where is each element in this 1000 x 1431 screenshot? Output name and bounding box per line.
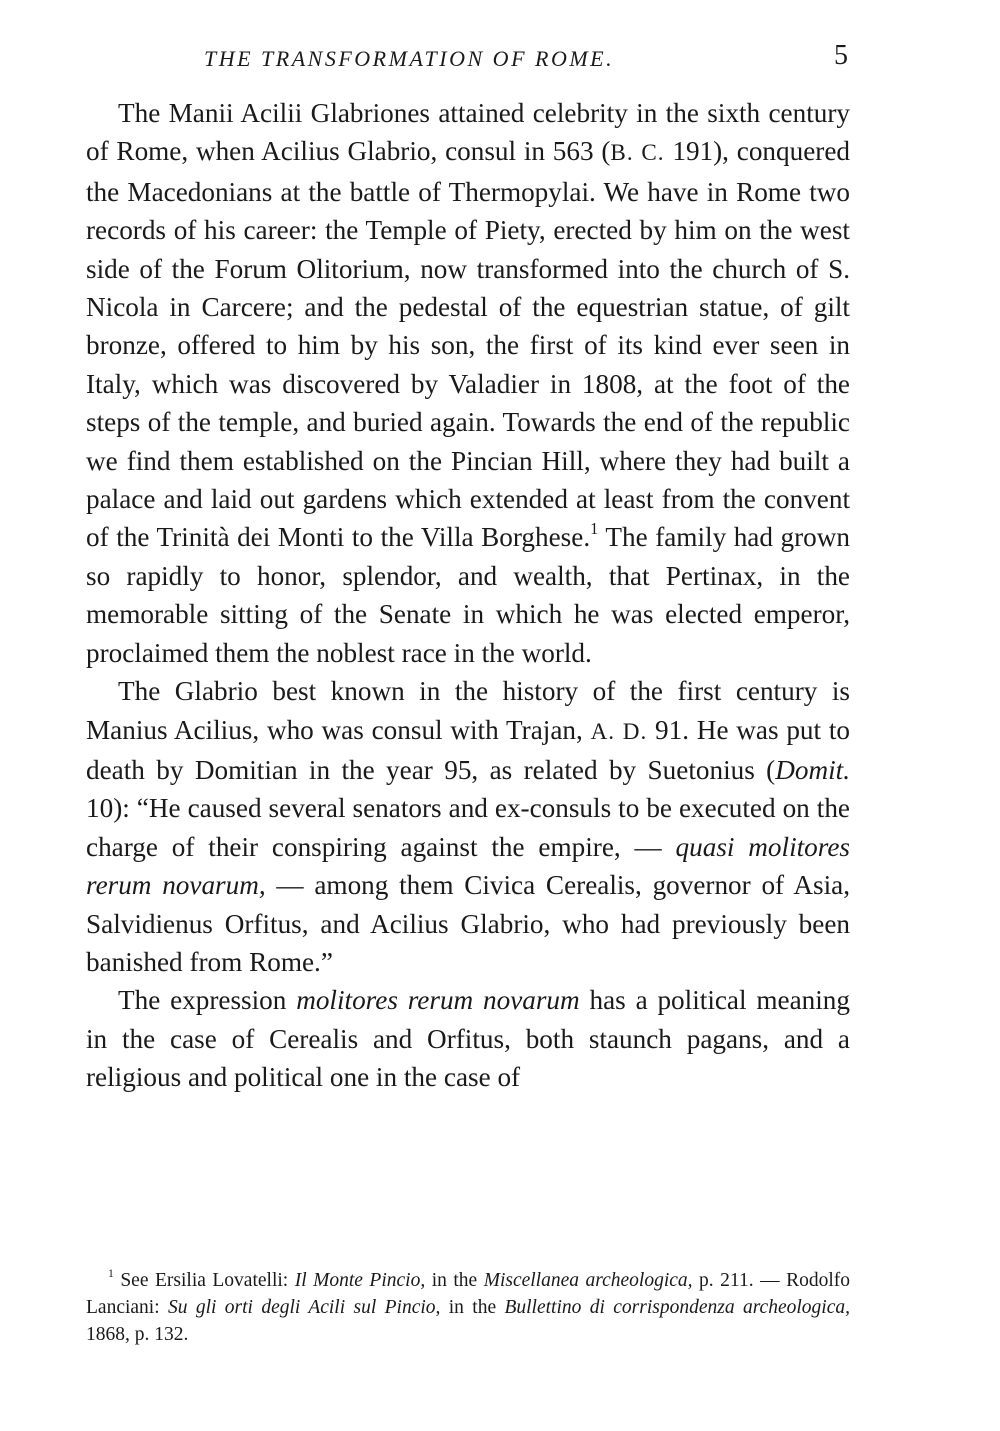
paragraph-1: The Manii Acilii Glabriones attained celebrity in the sixth century of Rome, when Acilius Glabrio, consul in 563 (B. C. 191), conquered the Macedonians at the battle of Thermopylai. We have in Rome two records of his career: the Temple of Piety, erected by him on the west side of the Forum Olitorium, now transformed into the church of S. Nicola in Carcere; and the pedestal of the equestrian statue, of gilt bronze, offered to him by his son, the first of its kind ever seen in Italy, which was discovered by Valadier in 1808, at the foot of the steps of the temple, and buried again. Towards the end of the republic we find them established on the Pincian Hill, where they had built a palace and laid out gardens which extended at least from the convent of the Trinità dei Monti to the Villa Borghese.$^1$ The family had grown so rapidly to honor, splendor, and wealth, that Pertinax, in the memorable sitting of the Senate in which he was elected emperor, proclaimed them the noblest race in the world. bbox=[86, 98, 850, 668]
era-abbreviation: B. C. bbox=[610, 140, 665, 167]
paragraph-3: The expression molitores rerum novarum has a political meaning in the case of Cerealis and Orfitus, both staunch pagans, and a religious and political one in the case of bbox=[86, 985, 850, 1093]
page-header bbox=[86, 40, 850, 80]
footnote-marker: 1 bbox=[590, 519, 599, 539]
footnotes bbox=[86, 1267, 850, 1348]
page-number: 5 bbox=[834, 40, 848, 71]
italic-citation: Domit. bbox=[775, 754, 850, 785]
running-title: THE TRANSFORMATION OF ROME. bbox=[204, 46, 615, 71]
footnote-1: $^1$ See Ersilia Lovatelli: Il Monte Pincio, in the Miscellanea archeologica, p. 211. — Rodolfo Lanciani: Su gli orti degli Acili sul Pincio, in the Bullettino di corrispondenza archeologica, 1868, p. 132. bbox=[86, 1267, 850, 1345]
italic-latin-phrase: quasi molitores rerum novarum, bbox=[86, 831, 850, 901]
body-text bbox=[86, 94, 850, 1097]
era-abbreviation: A. D. bbox=[590, 718, 648, 745]
paragraph-2: The Glabrio best known in the history of the first century is Manius Acilius, who was consul with Trajan, A. D. 91. He was put to death by Domitian in the year 95, as related by Suetonius (Domit. 10): “He caused several senators and ex-consuls to be executed on the charge of their conspiring against the empire, — quasi molitores rerum novarum, — among them Civica Cerealis, governor of Asia, Salvidienus Orfitus, and Acilius Glabrio, who had previously been banished from Rome.” bbox=[86, 676, 851, 977]
footnote-number: 1 bbox=[108, 1267, 114, 1281]
italic-latin-phrase: molitores rerum novarum bbox=[296, 985, 580, 1016]
